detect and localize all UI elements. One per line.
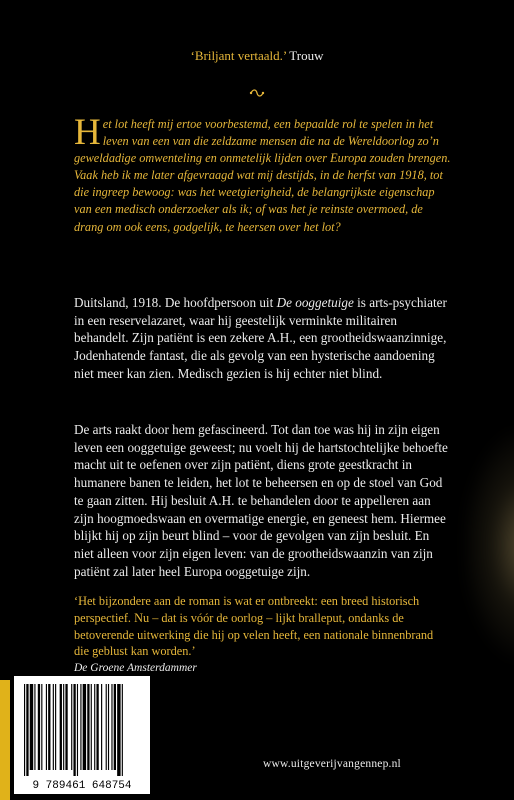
- barcode-bar: [91, 684, 92, 770]
- barcode-bar: [71, 684, 72, 770]
- barcode-bar: [65, 684, 67, 770]
- book-title: De ooggetuige: [276, 295, 354, 310]
- barcode-bar: [117, 684, 120, 776]
- barcode-bar: [96, 684, 98, 770]
- drop-cap: H: [74, 112, 101, 153]
- isbn-barcode: [14, 676, 150, 794]
- barcode-bar: [41, 684, 42, 770]
- barcode-bar: [34, 684, 35, 770]
- excerpt-text: et lot heeft mij ertoe voorbestemd, een bepaalde rol te spelen in het leven van een van die zeldzame mensen die na de Wereldoorlog zo’n geweldadige omwenteling en onmetelijk lijden over Europa zouden brengen. Vaak heb ik me later afgevraagd wat mij destijds, in de herfst van 1918, tot die ingreep bewoog: was het weetgierigheid, de belangrijkste eigenschap van een medisch onderzoeker als ik; of was het je reinste overmoed, de drang om ook eens, godgelijk, te heersen over het lot?: [74, 117, 451, 234]
- barcode-bar: [55, 684, 56, 770]
- top-quote: [0, 48, 514, 64]
- gold-edge-bar: [0, 680, 10, 800]
- barcode-bar: [122, 684, 123, 776]
- barcode-bar: [73, 684, 75, 776]
- ornamental-swirl-icon: [0, 86, 514, 102]
- barcode-bar: [94, 684, 95, 770]
- synopsis-paragraph-2: De arts raakt door hem gefascineerd. Tot dan toe was hij in zijn eigen leven een ooggetuige geweest; nu voelt hij de hartstochtelijke behoefte macht uit te oefenen over zijn patiënt, diens grote geestkracht in humanere banen te leiden, het lot te beheersen en op de stoel van God te gaan zitten. Hij besluit A.H. te behandelen door te appelleren aan zijn hoogmoedswaan en overmatige energie, en geneest hem. Hiermee blijkt hij op zijn beurt blind – voor de gevolgen van zijn besluit. En niet alleen voor zijn eigen leven: van de grootheidswaanzin van zijn patiënt zal later heel Europa ooggetuige zijn.: [74, 422, 448, 579]
- barcode-bar: [38, 684, 40, 770]
- synopsis-text-end: is arts-psychiater in een reservelazaret, waar hij geestelijk verminkte militairen behandelt. Zijn patiënt is een zekere A.H., een grootheidswaanzinnige, Jodenhatende fantast, die als gevolg van een hysterische aandoening niet meer kan zien. Medisch gezien is hij echter niet blind.: [74, 295, 447, 381]
- barcode-bar: [63, 684, 64, 770]
- publisher-url[interactable]: www.uitgeverijvangennep.nl: [263, 758, 401, 770]
- barcode-bar: [46, 684, 47, 770]
- review-source: De Groene Amsterdammer: [74, 662, 197, 674]
- barcode-bar: [108, 684, 109, 770]
- barcode-bar: [26, 684, 28, 776]
- barcode-bar: [106, 684, 107, 770]
- synopsis-paragraph-1: [74, 294, 452, 383]
- barcode-bar: [101, 684, 102, 770]
- barcode-digits: 9 789461 648754: [32, 780, 132, 792]
- top-quote-source: Trouw: [289, 48, 324, 63]
- smoke-glow-decoration: [464, 430, 514, 660]
- barcode-bar: [111, 684, 112, 770]
- opening-excerpt: [74, 112, 454, 236]
- barcode-bar: [114, 684, 116, 770]
- barcode-bar: [80, 684, 81, 770]
- barcode-bar: [60, 684, 62, 770]
- barcode-graphic: [14, 676, 150, 794]
- barcode-bar: [83, 684, 86, 770]
- barcode-bar: [48, 684, 50, 770]
- synopsis-text-start: Duitsland, 1918. De hoofdpersoon uit: [74, 295, 277, 310]
- top-quote-text: ‘Briljant vertaald.’: [190, 48, 287, 63]
- barcode-bar: [53, 684, 54, 770]
- review-quote: ‘Het bijzondere aan de roman is wat er ontbreekt: een breed historisch perspectief. Nu – dat is vóór de oorlog – lijkt bralleput, ondanks de betoverende uitwerking die hij op velen heeft, een nationale binnenbrand die geblust kan worden.’: [74, 594, 434, 659]
- barcode-bar: [30, 684, 33, 770]
- barcode-bar: [24, 684, 25, 776]
- barcode-bar: [77, 684, 78, 776]
- barcode-bar: [87, 684, 89, 770]
